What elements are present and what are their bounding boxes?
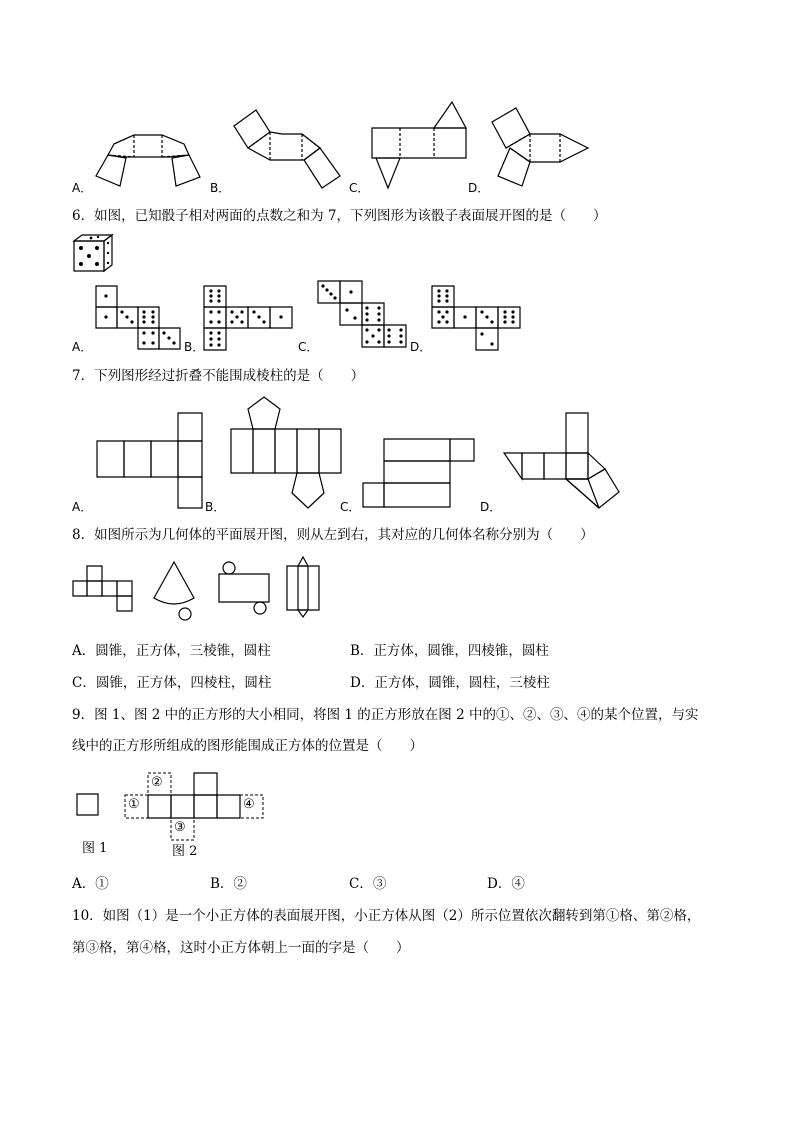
q9-choice-a[interactable]: A．① xyxy=(72,876,109,892)
q7-net-b xyxy=(230,394,344,512)
q5-option-c[interactable]: C． xyxy=(349,181,370,195)
q7-option-b[interactable]: B． xyxy=(205,500,226,514)
q6-net-d xyxy=(430,284,524,352)
q7-question-text: 7．下列图形经过折叠不能围成棱柱的是（ ） xyxy=(72,368,365,384)
q6-question-text: 6．如图，已知骰子相对两面的点数之和为 7，下列图形为该骰子表面展开图的是（ ） xyxy=(72,208,607,224)
q6-option-b[interactable]: B． xyxy=(184,340,205,354)
q7-option-d[interactable]: D． xyxy=(480,500,502,514)
q5-option-a[interactable]: A． xyxy=(72,181,93,195)
q5-figure-c xyxy=(370,100,470,190)
q9-choice-b[interactable]: B．② xyxy=(210,876,247,892)
q7-option-c[interactable]: C． xyxy=(340,500,361,514)
q9-choice-c[interactable]: C．③ xyxy=(349,876,387,892)
q8-choice-b[interactable]: B．正方体，圆锥，四棱锥，圆柱 xyxy=(350,643,549,659)
q8-net-prism xyxy=(284,556,322,618)
q9-choice-d[interactable]: D．④ xyxy=(487,876,525,892)
q10-question-line1: 10．如图（1）是一个小正方体的表面展开图，小正方体从图（2）所示位置依次翻转到第①格、第②格， xyxy=(72,908,701,924)
q6-option-c[interactable]: C． xyxy=(298,340,319,354)
q8-question-text: 8．如图所示为几何体的平面展开图，则从左到右，其对应的几何体名称分别为（ ） xyxy=(72,527,594,543)
q5-figure-b xyxy=(232,108,344,190)
q5-option-b[interactable]: B． xyxy=(210,181,231,195)
q7-net-a xyxy=(96,412,206,510)
q6-option-d[interactable]: D． xyxy=(410,340,432,354)
q9-mark-3: ③ xyxy=(174,820,186,835)
q5-option-d[interactable]: D． xyxy=(468,181,490,195)
q8-net-cylinder xyxy=(216,560,272,618)
q8-net-cube xyxy=(72,565,134,613)
q9-mark-2: ② xyxy=(151,775,163,790)
q6-option-a[interactable]: A． xyxy=(72,340,93,354)
q8-net-cone xyxy=(150,560,202,624)
q7-option-a[interactable]: A． xyxy=(72,500,93,514)
q7-net-d xyxy=(502,412,622,510)
q9-figure-1-square xyxy=(76,793,100,817)
q8-choice-d[interactable]: D．正方体，圆锥，圆柱，三棱柱 xyxy=(350,675,550,691)
q9-mark-4: ④ xyxy=(243,797,255,812)
q5-figure-a xyxy=(94,132,204,188)
q9-mark-1: ① xyxy=(128,797,140,812)
q8-choice-c[interactable]: C．圆锥，正方体，四棱柱，圆柱 xyxy=(72,675,272,691)
q6-net-a xyxy=(94,284,184,350)
q9-figure-2-label: 图 2 xyxy=(172,844,198,859)
q6-net-c xyxy=(316,279,410,351)
q6-net-b xyxy=(202,284,296,352)
q5-figure-d xyxy=(490,106,594,190)
q8-choice-a[interactable]: A．圆锥，正方体，三棱锥，圆柱 xyxy=(72,643,271,659)
q9-question-line1: 9．图 1、图 2 中的正方形的大小相同，将图 1 的正方形放在图 2 中的①、②、③、④的某个位置，与实 xyxy=(72,707,699,723)
q9-question-line2: 线中的正方形所组成的图形能围成正方体的位置是（ ） xyxy=(72,738,423,754)
q9-figure-1-label: 图 1 xyxy=(82,841,108,856)
q10-question-line2: 第③格，第④格，这时小正方体朝上一面的字是（ ） xyxy=(72,940,410,956)
q6-dice-icon xyxy=(72,233,114,273)
q7-net-c xyxy=(362,438,478,510)
